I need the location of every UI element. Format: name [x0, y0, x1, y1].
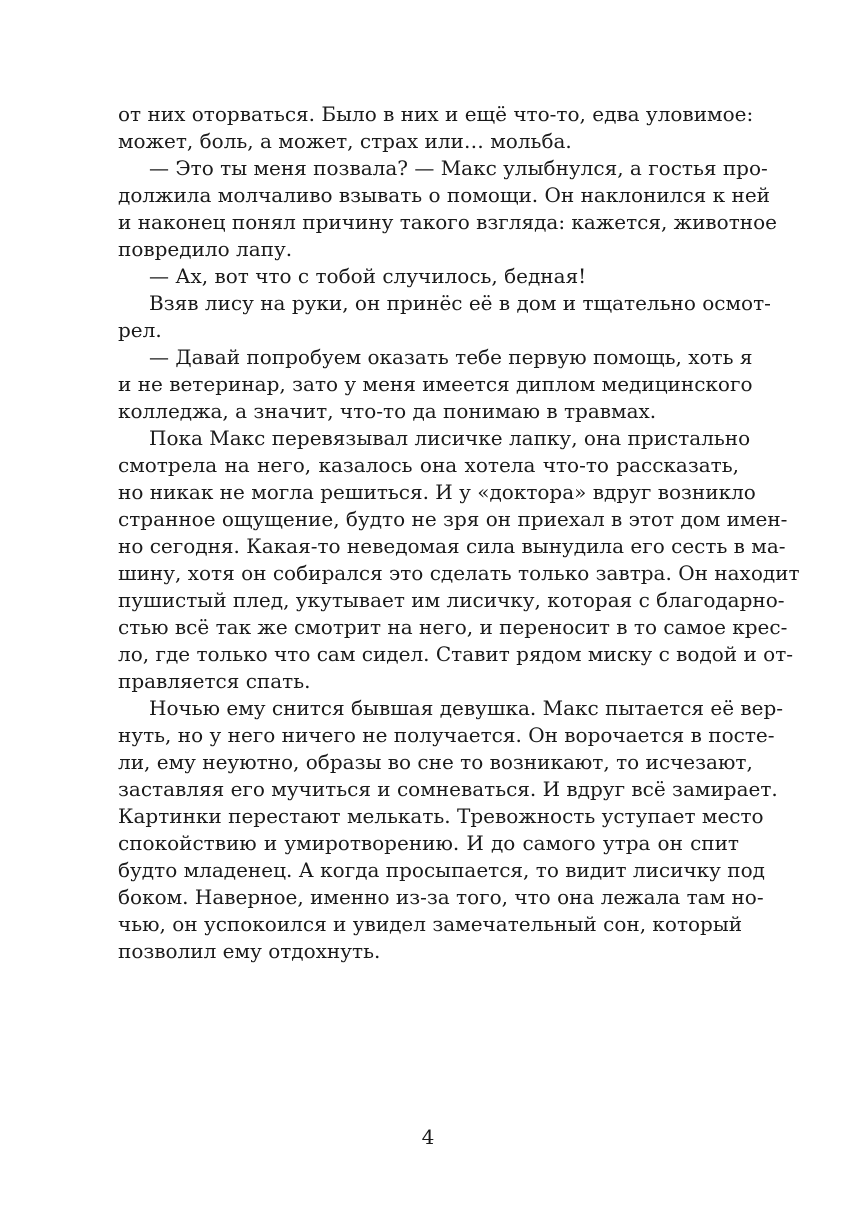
body-text [118, 101, 800, 965]
text-line: ли, ему неуютно, образы во сне то возникают, то исчезают, [118, 750, 753, 774]
text-line: пушистый плед, укутывает им лисичку, которая с благодарно- [118, 588, 785, 612]
text-line: и наконец понял причину такого взгляда: кажется, животное [118, 210, 777, 234]
text-line: Пока Макс перевязывал лисичке лапку, она пристально [149, 426, 751, 450]
text-line: боком. Наверное, именно из-за того, что она лежала там но- [118, 885, 764, 909]
text-line: может, боль, а может, страх или… мольба. [118, 129, 572, 153]
text-line: позволил ему отдохнуть. [118, 939, 381, 963]
text-line: заставляя его мучиться и сомневаться. И вдруг всё замирает. [118, 777, 778, 801]
text-line: смотрела на него, казалось она хотела что-то рассказать, [118, 453, 739, 477]
text-line: — Ах, вот что с тобой случилось, бедная! [149, 264, 587, 288]
text-line: шину, хотя он собирался это сделать только завтра. Он находит [118, 561, 800, 585]
text-line: правляется спать. [118, 669, 311, 693]
text-line: стью всё так же смотрит на него, и переносит в то самое крес- [118, 615, 788, 639]
text-line: колледжа, а значит, что-то да понимаю в травмах. [118, 399, 657, 423]
text-line: должила молчаливо взывать о помощи. Он наклонился к ней [118, 183, 770, 207]
text-line: от них оторваться. Было в них и ещё что-то, едва уловимое: [118, 102, 754, 126]
text-line: странное ощущение, будто не зря он приехал в этот дом имен- [118, 507, 788, 531]
text-line: Картинки перестают мелькать. Тревожность уступает место [118, 804, 764, 828]
text-line: рел. [118, 318, 162, 342]
text-line: но никак не могла решиться. И у «доктора» вдруг возникло [118, 480, 756, 504]
text-line: ло, где только что сам сидел. Ставит рядом миску с водой и от- [118, 642, 794, 666]
text-line: Ночью ему снится бывшая девушка. Макс пытается её вер- [149, 696, 784, 720]
text-line: — Это ты меня позвала? — Макс улыбнулся, а гостья про- [149, 156, 768, 180]
text-line: спокойствию и умиротворению. И до самого утра он спит [118, 831, 739, 855]
text-line: но сегодня. Какая-то неведомая сила вынудила его сесть в ма- [118, 534, 786, 558]
text-line: будто младенец. А когда просыпается, то видит лисичку под [118, 858, 765, 882]
text-line: Взяв лису на руки, он принёс её в дом и тщательно осмот- [149, 291, 771, 315]
text-line: и не ветеринар, зато у меня имеется диплом медицинского [118, 372, 753, 396]
text-line: чью, он успокоился и увидел замечательный сон, который [118, 912, 743, 936]
text-line: повредило лапу. [118, 237, 293, 261]
text-line: — Давай попробуем оказать тебе первую помощь, хоть я [149, 345, 753, 369]
page-number: 4 [421, 1125, 435, 1149]
text-line: нуть, но у него ничего не получается. Он ворочается в посте- [118, 723, 775, 747]
